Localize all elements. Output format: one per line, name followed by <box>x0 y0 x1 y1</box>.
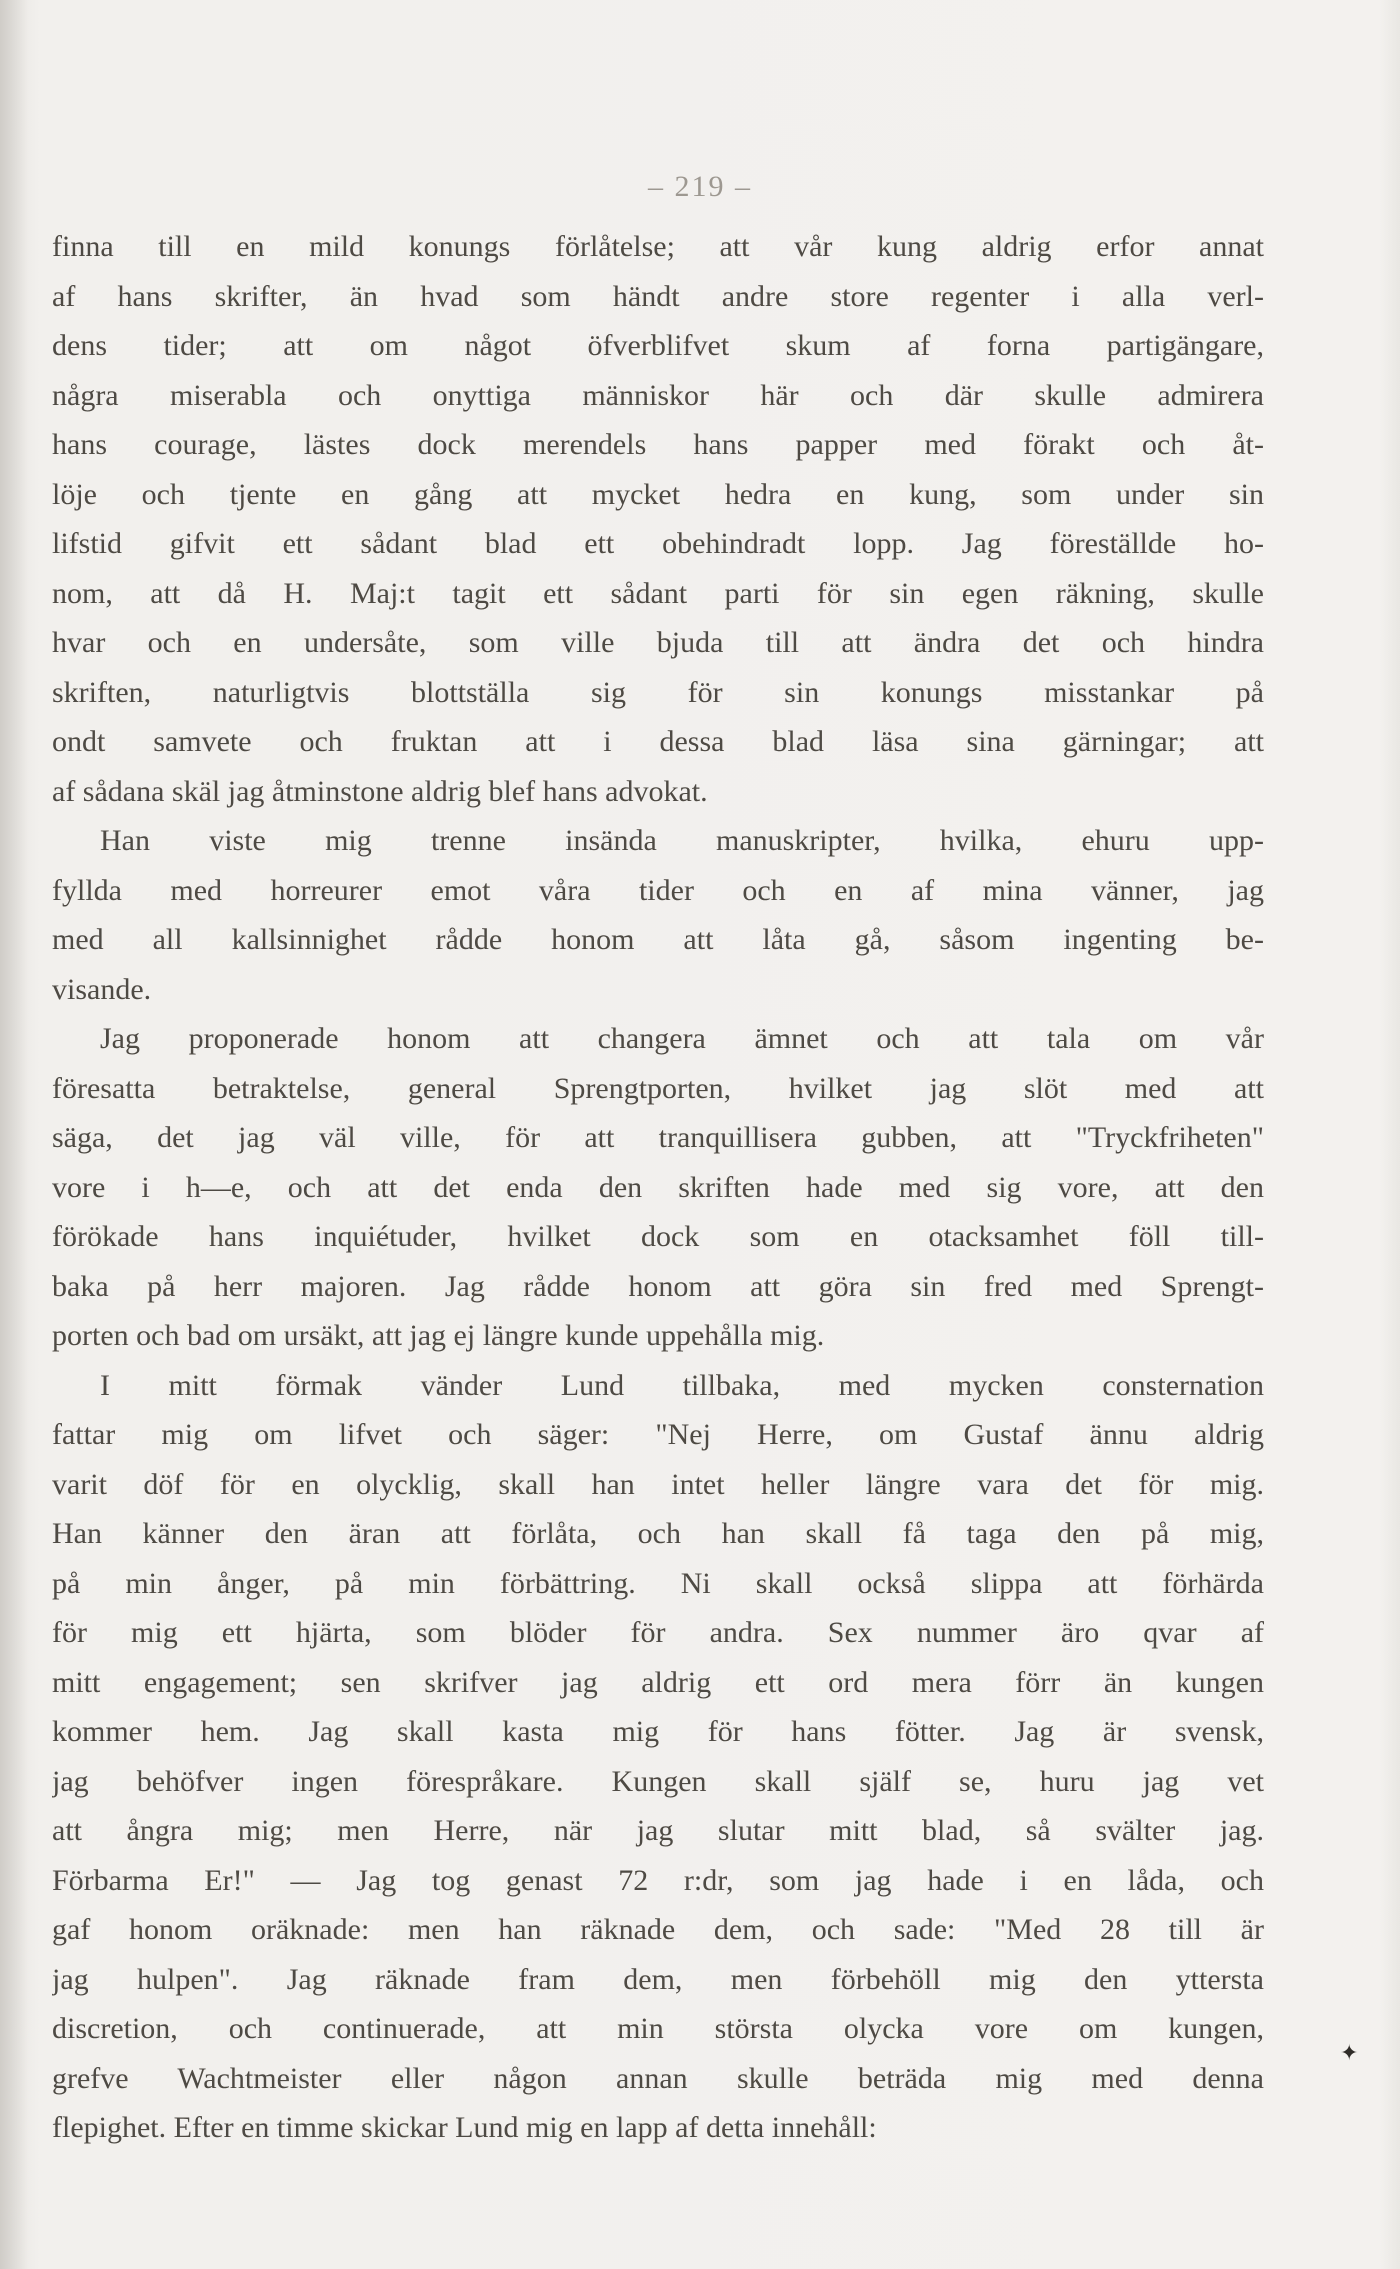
text-line: flepighet. Efter en timme skickar Lund mig en lapp af detta innehåll: <box>52 2111 877 2144</box>
text-line: förökade hans inquiétuder, hvilket dock som en otacksamhet föll till- <box>52 1220 1264 1253</box>
text-line: hvar och en undersåte, som ville bjuda till att ändra det och hindra <box>52 626 1264 659</box>
text-line: varit döf för en olycklig, skall han intet heller längre vara det för mig. <box>52 1467 1264 1501</box>
margin-mark-icon: ✦ <box>1340 2040 1359 2065</box>
text-line: ondt samvete och fruktan att i dessa blad läsa sina gärningar; att <box>52 725 1264 758</box>
text-line: I mitt förmak vänder Lund tillbaka, med mycken consternation <box>100 1368 1264 1402</box>
text-line: grefve Wachtmeister eller någon annan skulle beträda mig med denna <box>52 2061 1264 2095</box>
text-line: dens tider; att om något öfverblifvet skum af forna partigängare, <box>52 329 1264 362</box>
text-line: skriften, naturligtvis blottställa sig för sin konungs misstankar på <box>52 675 1264 709</box>
text-line: hans courage, lästes dock merendels hans papper med förakt och åt- <box>52 428 1264 461</box>
text-line: nom, att då H. Maj:t tagit ett sådant parti för sin egen räkning, skulle <box>52 576 1264 610</box>
text-line: af sådana skäl jag åtminstone aldrig blef hans advokat. <box>52 774 708 808</box>
text-line: att ångra mig; men Herre, när jag slutar mitt blad, så svälter jag. <box>52 1814 1264 1847</box>
text-line: Han viste mig trenne insända manuskripter, hvilka, ehuru upp- <box>100 824 1264 857</box>
text-line: discretion, och continuerade, att min största olycka vore om kungen, <box>52 2012 1264 2045</box>
text-line: fyllda med horreurer emot våra tider och en af mina vänner, jag <box>52 873 1264 907</box>
text-line: vore i h—e, och att det enda den skriften hade med sig vore, att den <box>52 1170 1264 1204</box>
text-line: Han känner den äran att förlåta, och han skall få taga den på mig, <box>52 1517 1264 1550</box>
text-line: gaf honom oräknade: men han räknade dem, och sade: "Med 28 till är <box>52 1913 1264 1946</box>
text-line: säga, det jag väl ville, för att tranquillisera gubben, att "Tryckfriheten" <box>52 1121 1264 1154</box>
text-line: af hans skrifter, än hvad som händt andre store regenter i alla verl- <box>52 279 1264 313</box>
text-line: föresatta betraktelse, general Sprengtporten, hvilket jag slöt med att <box>52 1071 1264 1105</box>
text-line: porten och bad om ursäkt, att jag ej längre kunde uppehålla mig. <box>52 1319 825 1352</box>
page-gutter-shadow <box>0 0 28 2269</box>
text-line: visande. <box>52 972 152 1006</box>
page-number: – 219 – <box>648 170 752 203</box>
text-line: jag behöfver ingen förespråkare. Kungen skall själf se, huru jag vet <box>52 1764 1264 1798</box>
text-line: mitt engagement; sen skrifver jag aldrig ett ord mera förr än kungen <box>52 1665 1264 1699</box>
body-text <box>52 222 1264 2153</box>
text-line: löje och tjente en gång att mycket hedra en kung, som under sin <box>52 477 1264 511</box>
text-line: finna till en mild konungs förlåtelse; att vår kung aldrig erfor annat <box>52 230 1264 263</box>
text-line: för mig ett hjärta, som blöder för andra. Sex nummer äro qvar af <box>52 1616 1264 1649</box>
text-line: med all kallsinnighet rådde honom att låta gå, såsom ingenting be- <box>52 923 1264 956</box>
text-line: baka på herr majoren. Jag rådde honom att göra sin fred med Sprengt- <box>52 1269 1264 1303</box>
text-line: Förbarma Er!" — Jag tog genast 72 r:dr, som jag hade i en låda, och <box>52 1863 1264 1897</box>
text-line: Jag proponerade honom att changera ämnet och att tala om vår <box>100 1022 1264 1055</box>
text-line: jag hulpen". Jag räknade fram dem, men förbehöll mig den yttersta <box>52 1962 1264 1996</box>
text-line: fattar mig om lifvet och säger: "Nej Herre, om Gustaf ännu aldrig <box>52 1418 1264 1451</box>
text-line: lifstid gifvit ett sådant blad ett obehindradt lopp. Jag föreställde ho- <box>52 527 1264 560</box>
text-line: några miserabla och onyttiga människor här och där skulle admirera <box>52 378 1264 412</box>
text-line: på min ånger, på min förbättring. Ni skall också slippa att förhärda <box>52 1566 1264 1600</box>
text-line: kommer hem. Jag skall kasta mig för hans fötter. Jag är svensk, <box>52 1715 1264 1748</box>
